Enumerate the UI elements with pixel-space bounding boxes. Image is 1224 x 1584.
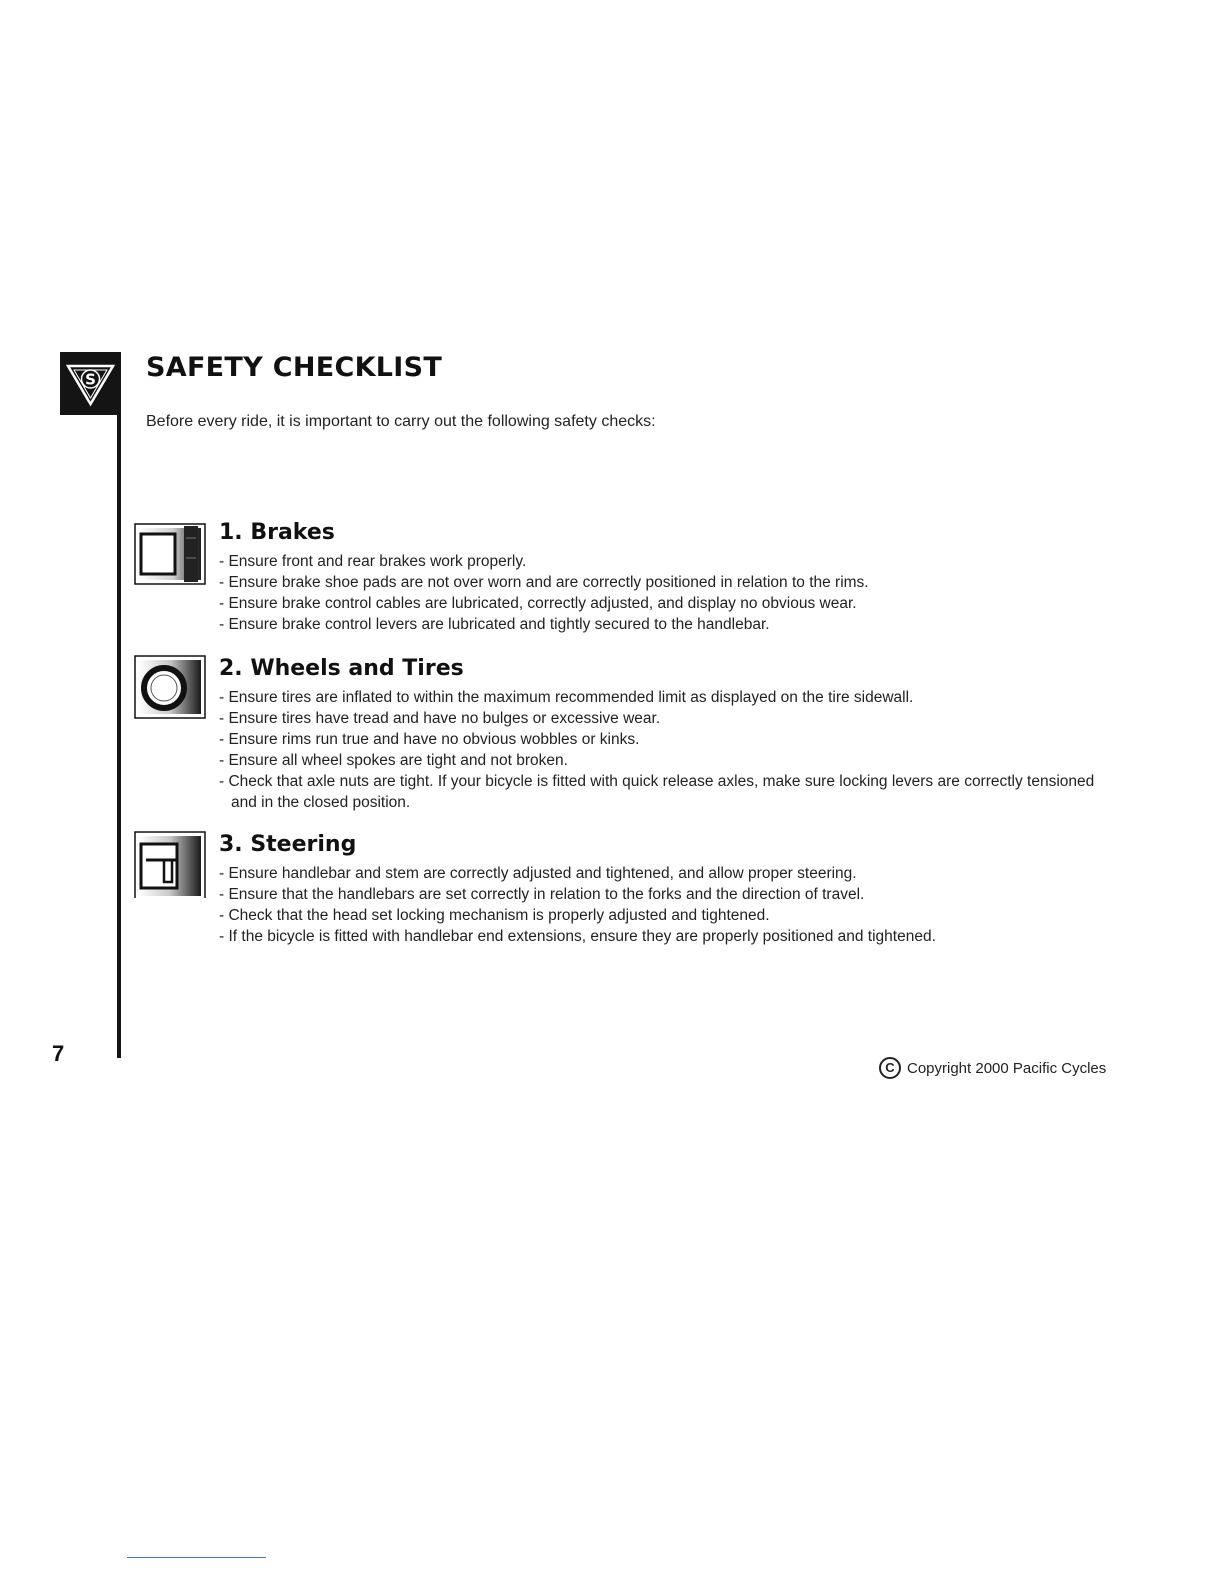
list-item: - Ensure tires have tread and have no bulges or excessive wear. — [219, 708, 1119, 729]
list-item: - Ensure all wheel spokes are tight and not broken. — [219, 750, 1119, 771]
section-heading: 3. Steering — [219, 832, 357, 857]
list-item: - Ensure brake control levers are lubricated and tightly secured to the handlebar. — [219, 614, 1119, 635]
brake-lever-icon — [134, 518, 206, 586]
list-item: - If the bicycle is fitted with handlebar end extensions, ensure they are properly positioned and tightened. — [219, 926, 1119, 947]
wheel-icon — [134, 654, 206, 722]
list-item: - Ensure brake control cables are lubricated, correctly adjusted, and display no obvious wear. — [219, 593, 1119, 614]
list-item: - Check that the head set locking mechanism is properly adjusted and tightened. — [219, 905, 1119, 926]
side-rule — [117, 352, 121, 1058]
list-item: - Check that axle nuts are tight. If your bicycle is fitted with quick release axles, make sure locking levers are correctly tensioned and in the closed position. — [219, 771, 1119, 813]
copyright-text: Copyright 2000 Pacific Cycles — [907, 1059, 1107, 1077]
bottom-rule — [127, 1557, 266, 1558]
logo-letter: S — [85, 370, 96, 389]
list-item: - Ensure front and rear brakes work properly. — [219, 551, 1119, 572]
handlebar-icon — [134, 830, 206, 898]
list-item: - Ensure rims run true and have no obvious wobbles or kinks. — [219, 729, 1119, 750]
copyright — [879, 1057, 1106, 1079]
section-heading: 2. Wheels and Tires — [219, 656, 464, 681]
page-title: SAFETY CHECKLIST — [146, 352, 443, 383]
list-item: - Ensure handlebar and stem are correctly adjusted and tightened, and allow proper steering. — [219, 863, 1119, 884]
checklist — [219, 551, 1119, 635]
copyright-icon: C — [879, 1057, 901, 1079]
list-item: - Ensure that the handlebars are set correctly in relation to the forks and the direction of travel. — [219, 884, 1119, 905]
shield-s-icon — [60, 352, 121, 415]
checklist — [219, 863, 1119, 947]
checklist — [219, 687, 1119, 813]
intro-text: Before every ride, it is important to carry out the following safety checks: — [146, 413, 656, 430]
page-number: 7 — [52, 1041, 65, 1066]
section-heading: 1. Brakes — [219, 520, 335, 545]
list-item: - Ensure tires are inflated to within the maximum recommended limit as displayed on the tire sidewall. — [219, 687, 1119, 708]
brand-logo — [60, 352, 121, 415]
list-item: - Ensure brake shoe pads are not over worn and are correctly positioned in relation to the rims. — [219, 572, 1119, 593]
